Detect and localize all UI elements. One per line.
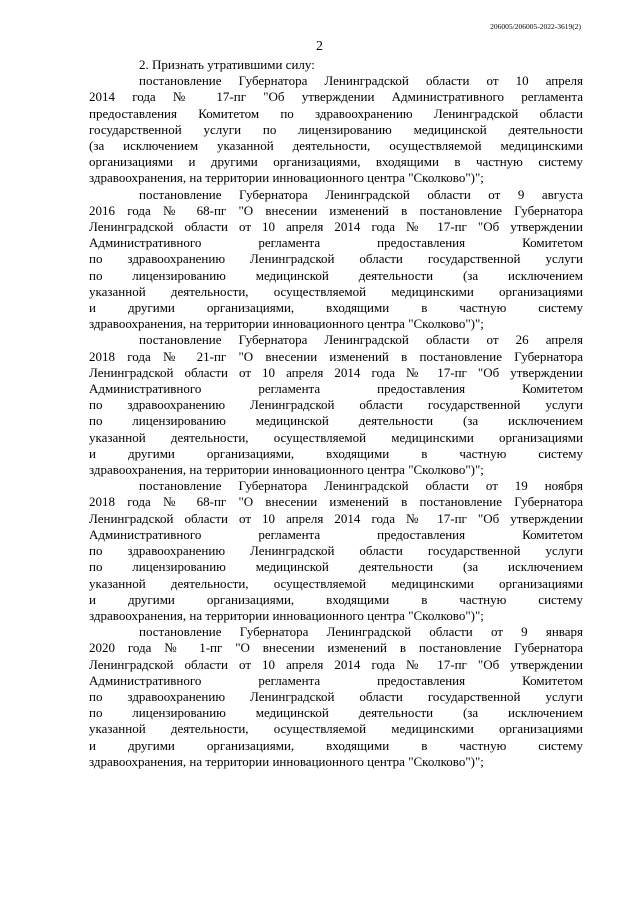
text-line: организациями и другими организациями, входящими в частную систему: [89, 154, 583, 170]
document-number: 206005/206005-2022-3619(2): [490, 22, 581, 31]
text-line: указанной деятельности, осуществляемой медицинскими организациями: [89, 283, 583, 299]
text-line: здравоохранения, на территории инновационного центра "Сколково")";: [89, 170, 484, 186]
text-line: указанной деятельности, осуществляемой медицинскими организациями: [89, 429, 583, 445]
text-line: Административного регламента предоставления Комитетом: [89, 235, 583, 251]
text-line: 2016 года № 68-пг "О внесении изменений в постановление Губернатора: [89, 202, 583, 218]
text-line: постановление Губернатора Ленинградской области от 9 августа: [139, 186, 583, 202]
repealed-act-paragraph: [89, 478, 583, 624]
intro-paragraph: 2. Признать утратившими силу:: [139, 57, 315, 72]
text-line: государственной услуги по лицензированию медицинской деятельности: [89, 121, 583, 137]
text-line: постановление Губернатора Ленинградской области от 26 апреля: [139, 332, 583, 348]
text-line: постановление Губернатора Ленинградской области от 9 января: [139, 624, 583, 640]
text-line: здравоохранения, на территории инновационного центра "Сколково")";: [89, 753, 484, 769]
text-line: Ленинградской области от 10 апреля 2014 года № 17-пг "Об утверждении: [89, 510, 583, 526]
text-line: и другими организациями, входящими в частную систему: [89, 737, 583, 753]
text-line: 2018 года № 68-пг "О внесении изменений в постановление Губернатора: [89, 494, 583, 510]
text-line: 2020 года № 1-пг "О внесении изменений в постановление Губернатора: [89, 640, 583, 656]
text-line: и другими организациями, входящими в частную систему: [89, 300, 583, 316]
text-line: указанной деятельности, осуществляемой медицинскими организациями: [89, 721, 583, 737]
text-line: Административного регламента предоставления Комитетом: [89, 672, 583, 688]
repealed-act-paragraph: [89, 624, 583, 770]
text-line: 2018 года № 21-пг "О внесении изменений в постановление Губернатора: [89, 348, 583, 364]
text-line: постановление Губернатора Ленинградской области от 10 апреля: [139, 73, 583, 89]
text-line: предоставления Комитетом по здравоохранению Ленинградской области: [89, 105, 583, 121]
text-line: Ленинградской области от 10 апреля 2014 года № 17-пг "Об утверждении: [89, 219, 583, 235]
repealed-act-paragraph: [89, 187, 583, 333]
repealed-act-paragraph: [89, 332, 583, 478]
text-line: (за исключением указанной деятельности, осуществляемой медицинскими: [89, 138, 583, 154]
text-line: по лицензированию медицинской деятельности (за исключением: [89, 559, 583, 575]
text-line: и другими организациями, входящими в частную систему: [89, 591, 583, 607]
text-line: по лицензированию медицинской деятельности (за исключением: [89, 267, 583, 283]
text-line: Ленинградской области от 10 апреля 2014 года № 17-пг "Об утверждении: [89, 364, 583, 380]
text-line: по здравоохранению Ленинградской области государственной услуги: [89, 397, 583, 413]
document-body: [89, 57, 583, 770]
text-line: 2014 года № 17-пг "Об утверждении Административного регламента: [89, 89, 583, 105]
text-line: постановление Губернатора Ленинградской области от 19 ноября: [139, 478, 583, 494]
text-line: по лицензированию медицинской деятельности (за исключением: [89, 705, 583, 721]
text-line: здравоохранения, на территории инновационного центра "Сколково")";: [89, 607, 484, 623]
repealed-act-paragraph: [89, 73, 583, 186]
text-line: Административного регламента предоставления Комитетом: [89, 526, 583, 542]
text-line: и другими организациями, входящими в частную систему: [89, 445, 583, 461]
repealed-acts-list: [89, 73, 583, 770]
text-line: здравоохранения, на территории инновационного центра "Сколково")";: [89, 316, 484, 332]
text-line: Ленинградской области от 10 апреля 2014 года № 17-пг "Об утверждении: [89, 656, 583, 672]
text-line: здравоохранения, на территории инновационного центра "Сколково")";: [89, 462, 484, 478]
text-line: по лицензированию медицинской деятельности (за исключением: [89, 413, 583, 429]
text-line: указанной деятельности, осуществляемой медицинскими организациями: [89, 575, 583, 591]
page-number: 2: [316, 39, 323, 54]
text-line: по здравоохранению Ленинградской области государственной услуги: [89, 543, 583, 559]
text-line: по здравоохранению Ленинградской области государственной услуги: [89, 251, 583, 267]
text-line: по здравоохранению Ленинградской области государственной услуги: [89, 688, 583, 704]
text-line: Административного регламента предоставления Комитетом: [89, 381, 583, 397]
